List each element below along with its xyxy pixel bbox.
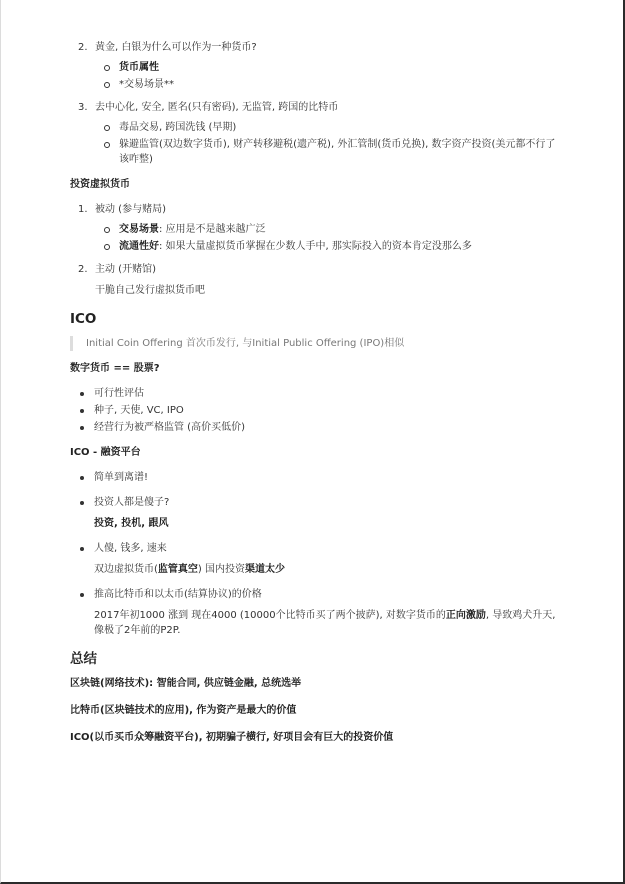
text-run: , 导致鸡犬升天, 像极了2年前的P2P.	[94, 610, 556, 636]
list-item-active	[70, 262, 560, 298]
sub-list-item: 躲避监管(双边数字货币), 财产转移避税(遗产税), 外汇管制(货币兑换), 数字资产投资(美元都不行了该咋整)	[95, 137, 560, 167]
sub-list	[95, 60, 560, 92]
bullet-list-stock	[70, 386, 560, 435]
term-label: 交易场景	[119, 224, 159, 235]
list-item-text: 人傻, 钱多, 速来	[94, 543, 167, 554]
sub-list-item	[95, 222, 560, 237]
list-number: 1.	[78, 204, 88, 215]
list-item-bitcoin	[70, 100, 560, 167]
term-text: : 应用是不是越来越广泛	[159, 224, 266, 235]
sub-list	[95, 120, 560, 167]
list-item-text: 主动 (开赌馆)	[95, 264, 156, 275]
text-run: ) 国内投资	[197, 564, 245, 575]
list-item: 简单到离谱!	[70, 470, 560, 485]
list-item: 种子, 天使, VC, IPO	[70, 403, 560, 418]
list-item-text: 推高比特币和以太币(结算协议)的价格	[94, 589, 262, 600]
sub-list-item: *交易场景**	[95, 77, 560, 92]
list-item-text: 被动 (参与赌局)	[95, 204, 166, 215]
sub-list	[95, 222, 560, 254]
text-run-bold: 渠道太少	[245, 564, 285, 575]
list-number: 2.	[78, 42, 88, 53]
text-run: 2017年初1000 涨到 现在4000 (10000个比特币买了两个披萨), 对数字货币的	[94, 610, 446, 621]
summary-line: ICO(以币买币众筹融资平台), 初期骗子横行, 好项目会有巨大的投资价值	[70, 732, 394, 743]
bullet-list-platform	[70, 470, 560, 638]
list-item-gold-silver	[70, 40, 560, 92]
term-label: 流通性好	[119, 241, 159, 252]
sub-list-item: 货币属性	[95, 60, 560, 75]
list-item: 经营行为被严格监管 (高价买低价)	[70, 420, 560, 435]
list-item-paragraph	[94, 562, 560, 577]
list-item	[70, 541, 560, 577]
ordered-list-invest	[70, 202, 560, 298]
summary-line: 区块链(网络技术): 智能合同, 供应链金融, 总统选举	[70, 678, 302, 689]
heading-summary: 总结	[70, 651, 97, 667]
list-item: 可行性评估	[70, 386, 560, 401]
list-item	[70, 495, 560, 531]
blockquote-ico: Initial Coin Offering 首次币发行, 与Initial Public Offering (IPO)相似	[70, 336, 560, 351]
list-item-paragraph	[94, 608, 560, 638]
section-title-stock: 数字货币 == 股票?	[70, 363, 160, 374]
document-content	[70, 40, 560, 757]
section-title-invest: 投资虚拟货币	[70, 179, 130, 190]
sub-list-item	[95, 239, 560, 254]
text-run-bold: 正向激励	[445, 610, 486, 621]
list-item-paragraph: 投资, 投机, 跟风	[94, 518, 169, 529]
list-number: 2.	[78, 264, 88, 275]
list-item-text: 黄金, 白银为什么可以作为一种货币?	[95, 42, 257, 53]
sub-list-item: 毒品交易, 跨国洗钱 (早期)	[95, 120, 560, 135]
list-item-passive	[70, 202, 560, 254]
list-item-text: 去中心化, 安全, 匿名(只有密码), 无监管, 跨国的比特币	[95, 102, 339, 113]
list-item	[70, 587, 560, 638]
list-item-text: 投资人都是傻子?	[94, 497, 170, 508]
heading-ico: ICO	[70, 311, 97, 327]
text-run-bold: 监管真空	[157, 564, 198, 575]
term-text: : 如果大量虚拟货币掌握在少数人手中, 那实际投入的资本肯定没那么多	[159, 241, 472, 252]
list-item-paragraph: 干脆自己发行虚拟货币吧	[95, 285, 205, 296]
section-title-platform: ICO - 融资平台	[70, 447, 141, 458]
ordered-list-currency	[70, 40, 560, 167]
summary-line: 比特币(区块链技术的应用), 作为资产是最大的价值	[70, 705, 297, 716]
list-number: 3.	[78, 102, 88, 113]
text-run: 双边虚拟货币(	[94, 564, 158, 575]
